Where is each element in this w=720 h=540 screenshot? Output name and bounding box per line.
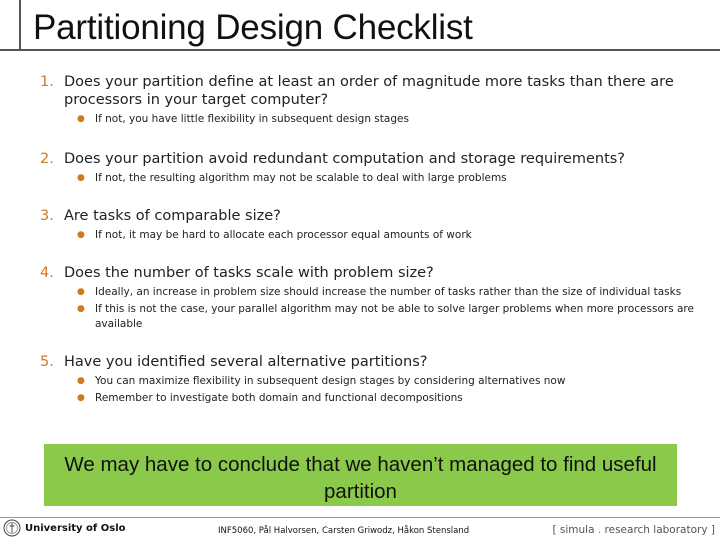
checklist-item-1 [40,73,700,129]
university-seal-icon [3,519,21,537]
item-number: 1. [40,74,54,90]
bullet [77,302,700,332]
bullet-text: If this is not the case, your parallel algorithm may not be able to solve larger problems when more processors are available [95,303,694,330]
title-vertical-rule [19,0,21,51]
bullet-list [77,171,700,186]
bullet-dot-icon: ● [77,230,85,240]
bullet-text: If not, you have little flexibility in subsequent design stages [95,113,409,125]
bullet-text: Remember to investigate both domain and functional decompositions [95,392,463,404]
university-name: University of Oslo [25,523,126,534]
checklist-item-2 [40,150,700,188]
bullet-list [77,374,700,406]
brand-dot: . [594,524,605,536]
question-text: Does your partition avoid redundant computation and storage requirements? [64,151,626,167]
question-text: Does the number of tasks scale with problem size? [64,265,434,281]
bullet-dot-icon: ● [77,393,85,403]
checklist-item-4 [40,264,700,334]
bullet-text: You can maximize flexibility in subsequent design stages by considering alternatives now [95,375,566,387]
bullet [77,112,700,127]
bullet-dot-icon: ● [77,114,85,124]
conclusion-callout: We may have to conclude that we haven’t managed to find useful partition [44,444,677,506]
question-text: Are tasks of comparable size? [64,208,281,224]
course-authors: INF5060, Pål Halvorsen, Carsten Griwodz, Håkon Stensland [218,526,470,536]
bullet-list [77,112,700,127]
item-number: 2. [40,151,54,167]
item-number: 4. [40,265,54,281]
brand-part: [ simula [552,524,595,536]
item-number: 5. [40,354,54,370]
bullet-dot-icon: ● [77,287,85,297]
bullet-text: If not, it may be hard to allocate each processor equal amounts of work [95,229,472,241]
bullet [77,171,700,186]
bullet-text: If not, the resulting algorithm may not be scalable to deal with large problems [95,172,507,184]
question-text: Does your partition define at least an order of magnitude more tasks than there are processors in your target computer? [64,74,674,108]
bullet [77,228,700,243]
bullet-dot-icon: ● [77,304,85,314]
brand-part: research laboratory ] [604,524,715,536]
question-text: Have you identified several alternative partitions? [64,354,428,370]
bullet [77,285,700,300]
simula-logo [552,524,715,536]
bullet [77,374,700,389]
slide-title: Partitioning Design Checklist [33,8,473,47]
bullet-list [77,228,700,243]
bullet-text: Ideally, an increase in problem size should increase the number of tasks rather than the size of individual tasks [95,286,682,298]
bullet-list [77,285,700,332]
bullet-dot-icon: ● [77,173,85,183]
checklist-item-3 [40,207,700,245]
title-underline [0,49,720,51]
footer-divider [0,517,720,518]
bullet-dot-icon: ● [77,376,85,386]
bullet [77,391,700,406]
item-number: 3. [40,208,54,224]
checklist-item-5 [40,353,700,408]
